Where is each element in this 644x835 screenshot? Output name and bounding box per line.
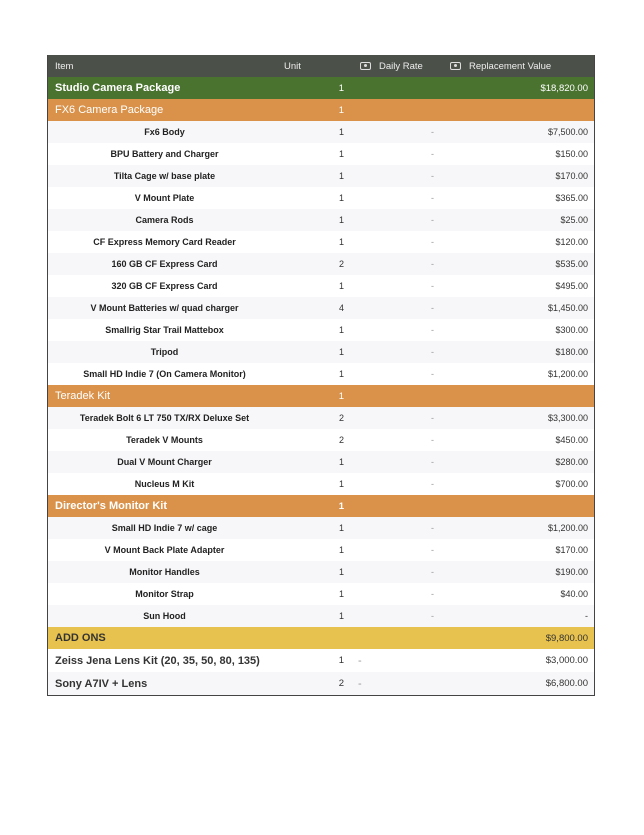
item-unit: 2: [338, 259, 344, 269]
item-name: V Mount Back Plate Adapter: [104, 545, 225, 555]
group-value: [446, 385, 594, 407]
addon-row: [48, 672, 594, 695]
group-name: FX6 Camera Package: [55, 104, 164, 116]
group-unit: 1: [338, 390, 344, 402]
item-row: [48, 209, 594, 231]
item-daily-rate: -: [431, 479, 434, 489]
item-name: Small HD Indie 7 (On Camera Monitor): [83, 369, 246, 379]
item-unit: 1: [338, 171, 344, 181]
item-unit: 1: [338, 215, 344, 225]
item-row: [48, 561, 594, 583]
item-row: [48, 451, 594, 473]
item-unit: 4: [338, 303, 344, 313]
addons-list: [48, 649, 594, 695]
addons-title: ADD ONS: [55, 632, 106, 644]
item-unit: 2: [338, 413, 344, 423]
item-name: V Mount Batteries w/ quad charger: [90, 303, 239, 313]
item-row: [48, 363, 594, 385]
item-daily-rate: -: [431, 435, 434, 445]
item-daily-rate: -: [431, 303, 434, 313]
group-value: [446, 495, 594, 517]
item-replacement-value: $535.00: [555, 259, 588, 269]
item-daily-rate: -: [431, 347, 434, 357]
item-row: [48, 539, 594, 561]
item-replacement-value: $40.00: [560, 589, 588, 599]
item-unit: 1: [338, 567, 344, 577]
item-replacement-value: $150.00: [555, 149, 588, 159]
item-replacement-value: $300.00: [555, 325, 588, 335]
item-replacement-value: $180.00: [555, 347, 588, 357]
item-name: Smallrig Star Trail Mattebox: [105, 325, 224, 335]
package-value: $18,820.00: [540, 82, 588, 94]
item-row: [48, 253, 594, 275]
package-unit: 1: [338, 82, 344, 94]
item-row: [48, 121, 594, 143]
header-daily-rate-label: Daily Rate: [379, 60, 423, 72]
addons-unit: [281, 627, 356, 649]
item-name: V Mount Plate: [134, 193, 195, 203]
item-name: Dual V Mount Charger: [117, 457, 212, 467]
item-replacement-value: $365.00: [555, 193, 588, 203]
item-row: [48, 517, 594, 539]
group-row: [48, 385, 594, 407]
addons-daily: [356, 627, 446, 649]
item-row: [48, 275, 594, 297]
header-replacement-value: [446, 55, 594, 77]
item-replacement-value: $700.00: [555, 479, 588, 489]
item-replacement-value: $170.00: [555, 171, 588, 181]
item-replacement-value: $3,300.00: [547, 413, 588, 423]
group-name: Director's Monitor Kit: [55, 500, 168, 512]
header-daily-rate: [356, 55, 446, 77]
addon-value: $6,800.00: [545, 678, 588, 689]
item-row: [48, 605, 594, 627]
group-daily: [356, 495, 446, 517]
item-unit: 1: [338, 523, 344, 533]
item-unit: 1: [338, 127, 344, 137]
item-unit: 1: [338, 281, 344, 291]
table-header: [48, 55, 594, 77]
equipment-table: [47, 55, 595, 696]
package-name: Studio Camera Package: [55, 82, 181, 94]
addon-unit: 1: [338, 655, 344, 666]
item-replacement-value: $190.00: [555, 567, 588, 577]
group-unit: 1: [338, 104, 344, 116]
item-unit: 1: [338, 545, 344, 555]
item-daily-rate: -: [431, 281, 434, 291]
group-items: [48, 517, 594, 627]
addons-header-row: [48, 627, 594, 649]
item-row: [48, 143, 594, 165]
group-value: [446, 99, 594, 121]
item-replacement-value: $495.00: [555, 281, 588, 291]
addon-unit: 2: [338, 678, 344, 689]
item-name: Tripod: [150, 347, 179, 357]
item-name: Teradek Bolt 6 LT 750 TX/RX Deluxe Set: [79, 413, 250, 423]
item-unit: 1: [338, 325, 344, 335]
group-daily: [356, 99, 446, 121]
header-item: Item: [55, 60, 74, 72]
item-replacement-value: $280.00: [555, 457, 588, 467]
item-row: [48, 319, 594, 341]
item-unit: 1: [338, 193, 344, 203]
item-name: Monitor Strap: [135, 589, 194, 599]
addon-value: $3,000.00: [545, 655, 588, 666]
addons-value: $9,800.00: [545, 632, 588, 644]
item-replacement-value: $7,500.00: [547, 127, 588, 137]
item-unit: 1: [338, 589, 344, 599]
item-row: [48, 297, 594, 319]
item-row: [48, 583, 594, 605]
item-name: Teradek V Mounts: [126, 435, 203, 445]
item-name: CF Express Memory Card Reader: [93, 237, 236, 247]
item-replacement-value: $120.00: [555, 237, 588, 247]
item-unit: 1: [338, 611, 344, 621]
item-row: [48, 231, 594, 253]
item-daily-rate: -: [431, 567, 434, 577]
group-unit: 1: [338, 500, 344, 512]
addon-daily-rate: -: [358, 677, 362, 690]
item-replacement-value: $1,200.00: [547, 523, 588, 533]
group-name: Teradek Kit: [55, 390, 111, 402]
item-daily-rate: -: [431, 237, 434, 247]
item-name: 320 GB CF Express Card: [111, 281, 218, 291]
item-unit: 1: [338, 237, 344, 247]
item-daily-rate: -: [431, 589, 434, 599]
item-row: [48, 187, 594, 209]
groups: [48, 99, 594, 627]
item-daily-rate: -: [431, 215, 434, 225]
item-row: [48, 429, 594, 451]
item-unit: 2: [338, 435, 344, 445]
money-icon: [360, 62, 371, 70]
item-row: [48, 165, 594, 187]
group-items: [48, 121, 594, 385]
package-row: [48, 77, 594, 99]
item-daily-rate: -: [431, 171, 434, 181]
money-icon: [450, 62, 461, 70]
item-replacement-value: $1,200.00: [547, 369, 588, 379]
addon-row: [48, 649, 594, 672]
item-name: Monitor Handles: [129, 567, 200, 577]
package-daily: [356, 77, 446, 99]
item-unit: 1: [338, 457, 344, 467]
item-replacement-value: $450.00: [555, 435, 588, 445]
item-unit: 1: [338, 347, 344, 357]
item-daily-rate: -: [431, 325, 434, 335]
item-daily-rate: -: [431, 611, 434, 621]
addon-daily-rate: -: [358, 654, 362, 667]
item-name: Tilta Cage w/ base plate: [113, 171, 216, 181]
item-daily-rate: -: [431, 545, 434, 555]
header-unit: Unit: [284, 60, 301, 72]
item-row: [48, 341, 594, 363]
item-replacement-value: $25.00: [560, 215, 588, 225]
item-daily-rate: -: [431, 413, 434, 423]
group-items: [48, 407, 594, 495]
item-name: 160 GB CF Express Card: [111, 259, 218, 269]
header-replacement-label: Replacement Value: [469, 60, 552, 72]
item-name: Sun Hood: [143, 611, 186, 621]
item-daily-rate: -: [431, 127, 434, 137]
item-replacement-value: $1,450.00: [547, 303, 588, 313]
item-daily-rate: -: [431, 149, 434, 159]
item-daily-rate: -: [431, 259, 434, 269]
item-unit: 1: [338, 479, 344, 489]
item-daily-rate: -: [431, 369, 434, 379]
item-row: [48, 407, 594, 429]
item-name: BPU Battery and Charger: [110, 149, 219, 159]
item-replacement-value: $170.00: [555, 545, 588, 555]
group-row: [48, 99, 594, 121]
addon-name: Sony A7IV + Lens: [55, 677, 148, 690]
group-row: [48, 495, 594, 517]
item-unit: 1: [338, 369, 344, 379]
item-name: Fx6 Body: [144, 127, 185, 137]
item-name: Nucleus M Kit: [134, 479, 195, 489]
item-daily-rate: -: [431, 523, 434, 533]
item-name: Small HD Indie 7 w/ cage: [111, 523, 218, 533]
item-unit: 1: [338, 149, 344, 159]
item-replacement-value: -: [585, 611, 588, 621]
item-daily-rate: -: [431, 193, 434, 203]
group-daily: [356, 385, 446, 407]
item-row: [48, 473, 594, 495]
item-daily-rate: -: [431, 457, 434, 467]
addon-name: Zeiss Jena Lens Kit (20, 35, 50, 80, 135): [55, 654, 260, 667]
item-name: Camera Rods: [135, 215, 194, 225]
